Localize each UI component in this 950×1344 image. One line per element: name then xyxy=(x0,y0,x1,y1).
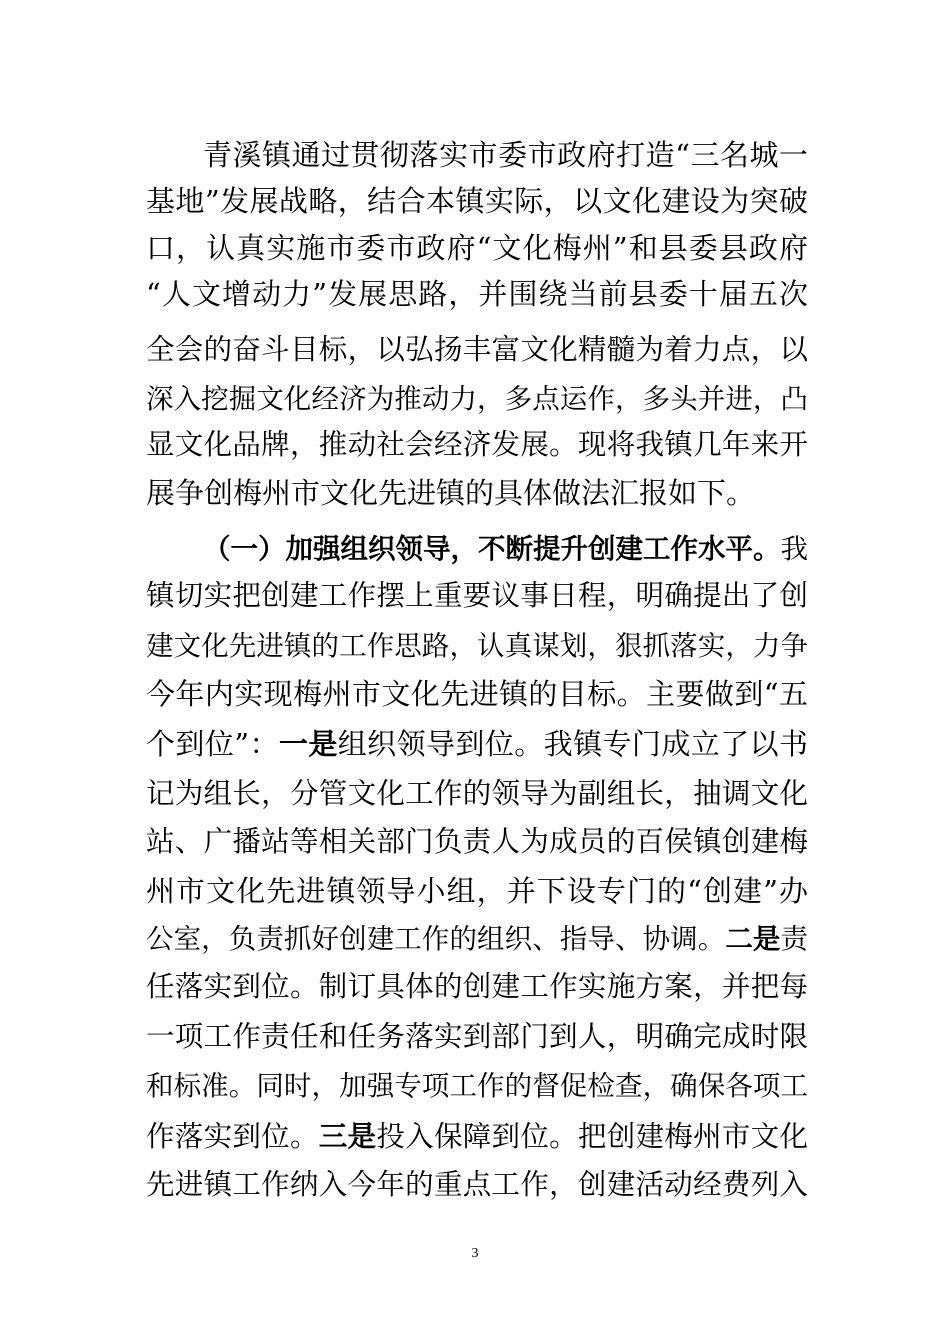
paragraph-1-line-1: 青溪镇通过贯彻落实市委市政府打造“三名城一 xyxy=(203,138,808,172)
line-13-tail: 投入保障到位。把创建梅州市文化 xyxy=(376,1120,808,1153)
paragraph-2-line-6: 记为组长，分管文化工作的领导为副组长，抽调文化 xyxy=(146,777,808,810)
paragraph-2-line-7: 站、广播站等相关部门负责人为成员的百侯镇创建梅 xyxy=(146,825,808,858)
paragraph-1-line-3: 口，认真实施市委市政府“文化梅州”和县委县政府 xyxy=(146,231,808,265)
heading-tail-text: 我 xyxy=(780,533,808,565)
item-1-label: 一是 xyxy=(278,727,338,761)
line-5-tail: 组织领导到位。我镇专门成立了以书 xyxy=(337,727,808,761)
paragraph-1-line-7: 显文化品牌，推动社会经济发展。现将我镇几年来开 xyxy=(146,428,808,461)
line-9-head: 公室，负责抓好创建工作的组织、指导、协调。 xyxy=(146,923,726,955)
page-number: 3 xyxy=(471,1246,479,1261)
paragraph-2-line-9 xyxy=(146,915,808,963)
paragraph-2-line-2: 镇切实把创建工作摆上重要议事日程，明确提出了创 xyxy=(146,579,808,612)
paragraph-2-line-10: 任落实到位。制订具体的创建工作实施方案，并把每 xyxy=(146,970,808,1003)
paragraph-1-line-8: 展争创梅州市文化先进镇的具体做法汇报如下。 xyxy=(146,476,756,510)
line-9-tail: 责 xyxy=(780,923,808,955)
paragraph-2-line-1 xyxy=(203,525,808,573)
paragraph-2-line-5 xyxy=(146,720,808,768)
paragraph-2-line-8: 州市文化先进镇领导小组，并下设专门的“创建”办 xyxy=(146,874,808,908)
item-2-label: 二是 xyxy=(725,923,781,955)
paragraph-2-line-11: 一项工作责任和任务落实到部门到人，明确完成时限 xyxy=(146,1020,808,1053)
paragraph-2-line-3: 建文化先进镇的工作思路，认真谋划，狠抓落实，力争 xyxy=(146,630,808,662)
paragraph-2-line-14: 先进镇工作纳入今年的重点工作，创建活动经费列入 xyxy=(146,1168,808,1201)
section-heading: （一）加强组织领导，不断提升创建工作水平。 xyxy=(203,533,781,565)
paragraph-1-line-4: “人文增动力”发展思路，并围绕当前县委十届五次 xyxy=(146,277,808,311)
paragraph-2-line-12: 和标准。同时，加强专项工作的督促检查，确保各项工 xyxy=(146,1070,808,1102)
paragraph-1-line-5: 全会的奋斗目标，以弘扬丰富文化精髓为着力点，以 xyxy=(146,333,808,366)
line-13-head: 作落实到位。 xyxy=(146,1120,319,1153)
paragraph-1-line-6: 深入挖掘文化经济为推动力，多点运作，多头并进，凸 xyxy=(146,383,808,415)
line-5-head: 个到位”： xyxy=(146,727,279,761)
item-3-label: 三是 xyxy=(318,1119,377,1153)
paragraph-1-line-2: 基地”发展战略，结合本镇实际，以文化建设为突破 xyxy=(146,184,808,218)
paragraph-2-line-4: 今年内实现梅州市文化先进镇的目标。主要做到“五 xyxy=(146,677,808,711)
paragraph-2-line-13 xyxy=(146,1112,808,1160)
